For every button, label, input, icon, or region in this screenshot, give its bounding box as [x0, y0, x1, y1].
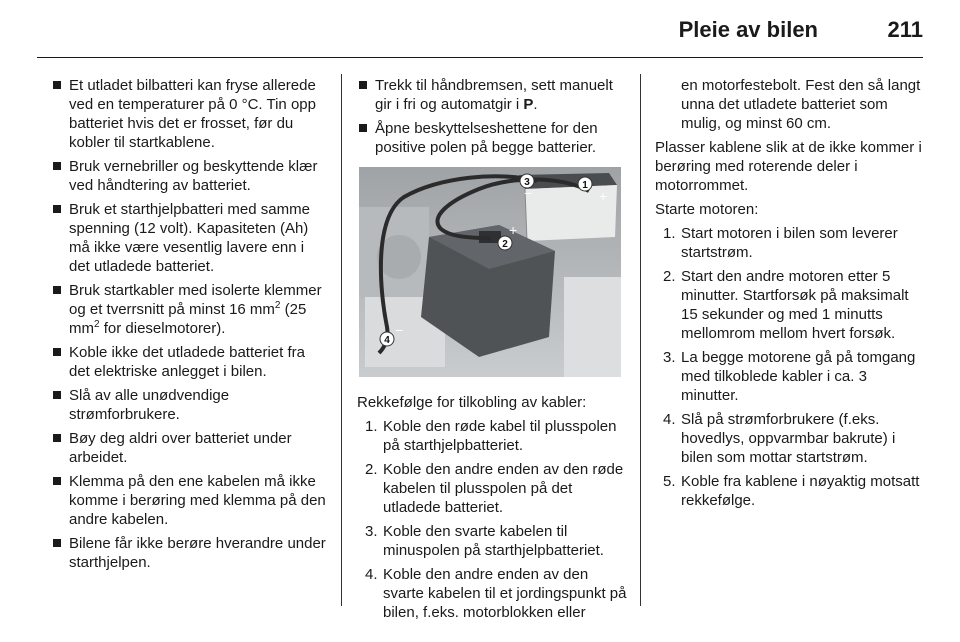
step-number: 1. [663, 225, 676, 242]
list-item: Koble ikke det utladede batteriet fra det elektriske anlegget i bilen. [51, 343, 327, 381]
illustration-svg [359, 167, 621, 377]
step-text: Start den andre motoren etter 5 minutter. Startforsøk på maksimalt 15 sekunder og med 1 minutts mellomrom mellom hvert forsøk. [681, 268, 909, 342]
step-text: Koble den andre enden av den røde kabelen til plusspolen på det utladede batteriet. [383, 461, 624, 516]
page-number: 211 [887, 17, 923, 42]
list-item: Bilene får ikke berøre hverandre under starthjelpen. [51, 534, 327, 572]
text: Bruk startkabler med isolerte klemmer og et tverrsnitt på minst 16 mm [69, 282, 322, 318]
callout-3-label: 3 [524, 177, 530, 188]
list-item: Klemma på den ene kabelen må ikke komme i berøring med klemma på den andre kabelen. [51, 472, 327, 529]
step-text: Koble den andre enden av den svarte kabelen til et jordingspunkt på bilen, f.eks. motorblokken eller [383, 566, 627, 621]
page-header [37, 0, 923, 58]
paragraph: Starte motoren: [655, 201, 759, 218]
callout-1-label: 1 [582, 180, 588, 191]
list-item: Slå av alle unødvendige strømforbrukere. [51, 386, 327, 424]
connection-steps [357, 417, 627, 622]
bullet-list [357, 76, 627, 157]
text: for dieselmotorer). [99, 320, 226, 337]
text: Trekk til håndbremsen, sett manuelt gir i fri og automatgir i [375, 77, 613, 113]
column-2 [357, 76, 627, 627]
steps-intro: Rekkefølge for tilkobling av kabler: [357, 394, 587, 411]
plus-sign: + [509, 222, 518, 238]
page-title: Pleie av bilen [678, 17, 818, 42]
list-item: Bøy deg aldri over batteriet under arbeidet. [51, 429, 327, 467]
step-number: 3. [365, 523, 378, 540]
step-text: Start motoren i bilen som leverer startstrøm. [681, 225, 898, 261]
battery-jumpstart-illustration [359, 167, 621, 377]
bullet-list [51, 76, 327, 572]
column-3 [655, 76, 925, 515]
callout-4-label: 4 [384, 335, 390, 346]
list-item: Bruk vernebriller og beskyttende klær ved håndtering av batteriet. [51, 157, 327, 195]
step-item [357, 417, 627, 455]
step-text: Koble den svarte kabelen til minuspolen på starthjelpbatteriet. [383, 523, 604, 559]
step-item [655, 410, 925, 467]
step-number: 4. [663, 411, 676, 428]
step-item [655, 472, 925, 510]
list-item-cables [51, 281, 327, 338]
step-text: Slå på strømforbrukere (f.eks. hovedlys, oppvarmbar bakrute) i bilen som mottar startstrøm. [681, 411, 896, 466]
plus-sign: + [599, 188, 608, 204]
step-item [357, 460, 627, 517]
step-item [655, 348, 925, 405]
text: . [533, 96, 538, 113]
step-number: 3. [663, 349, 676, 366]
step-item [655, 224, 925, 262]
engine-part [564, 277, 621, 377]
superscript: 2 [94, 319, 100, 330]
list-item: Åpne beskyttelseshettene for den positive polen på begge batterier. [357, 119, 627, 157]
step-item [357, 522, 627, 560]
text: (25 mm [69, 301, 307, 337]
paragraph: Plasser kablene slik at de ikke kommer i berøring med roterende deler i motorrommet. [655, 139, 922, 194]
step-number: 2. [365, 461, 378, 478]
step-text: Koble fra kablene i nøyaktig motsatt rekkefølge. [681, 473, 920, 509]
list-item: Et utladet bilbatteri kan fryse allerede ved en temperaturer på 0 °C. Tin opp batteriet hvis det er frosset, før du kobler til startkablene. [51, 76, 327, 152]
list-item [357, 76, 627, 114]
step-continuation: en motorfestebolt. Fest den så langt unna det utladete batteriet som mulig, og minst 60 cm. [681, 77, 921, 132]
column-divider [341, 74, 342, 606]
step-text: Koble den røde kabel til plusspolen på starthjelpbatteriet. [383, 418, 617, 454]
column-divider [640, 74, 641, 606]
start-steps [655, 224, 925, 510]
gear-p: P [523, 96, 534, 113]
step-item [655, 267, 925, 343]
step-text: La begge motorene gå på tomgang med tilkoblede kabler i ca. 3 minutter. [681, 349, 916, 404]
list-item: Bruk et starthjelpbatteri med samme spenning (12 volt). Kapasiteten (Ah) må ikke være vesentlig lavere enn i det utladede batteriet. [51, 200, 327, 276]
step-number: 1. [365, 418, 378, 435]
minus-sign: − [395, 322, 404, 338]
minus-sign: − [524, 185, 533, 201]
step-number: 5. [663, 473, 676, 490]
superscript: 2 [274, 300, 281, 311]
step-number: 4. [365, 566, 378, 583]
step-item [357, 565, 627, 622]
step-number: 2. [663, 268, 676, 285]
column-1 [51, 76, 327, 577]
callout-2-label: 2 [502, 239, 508, 250]
